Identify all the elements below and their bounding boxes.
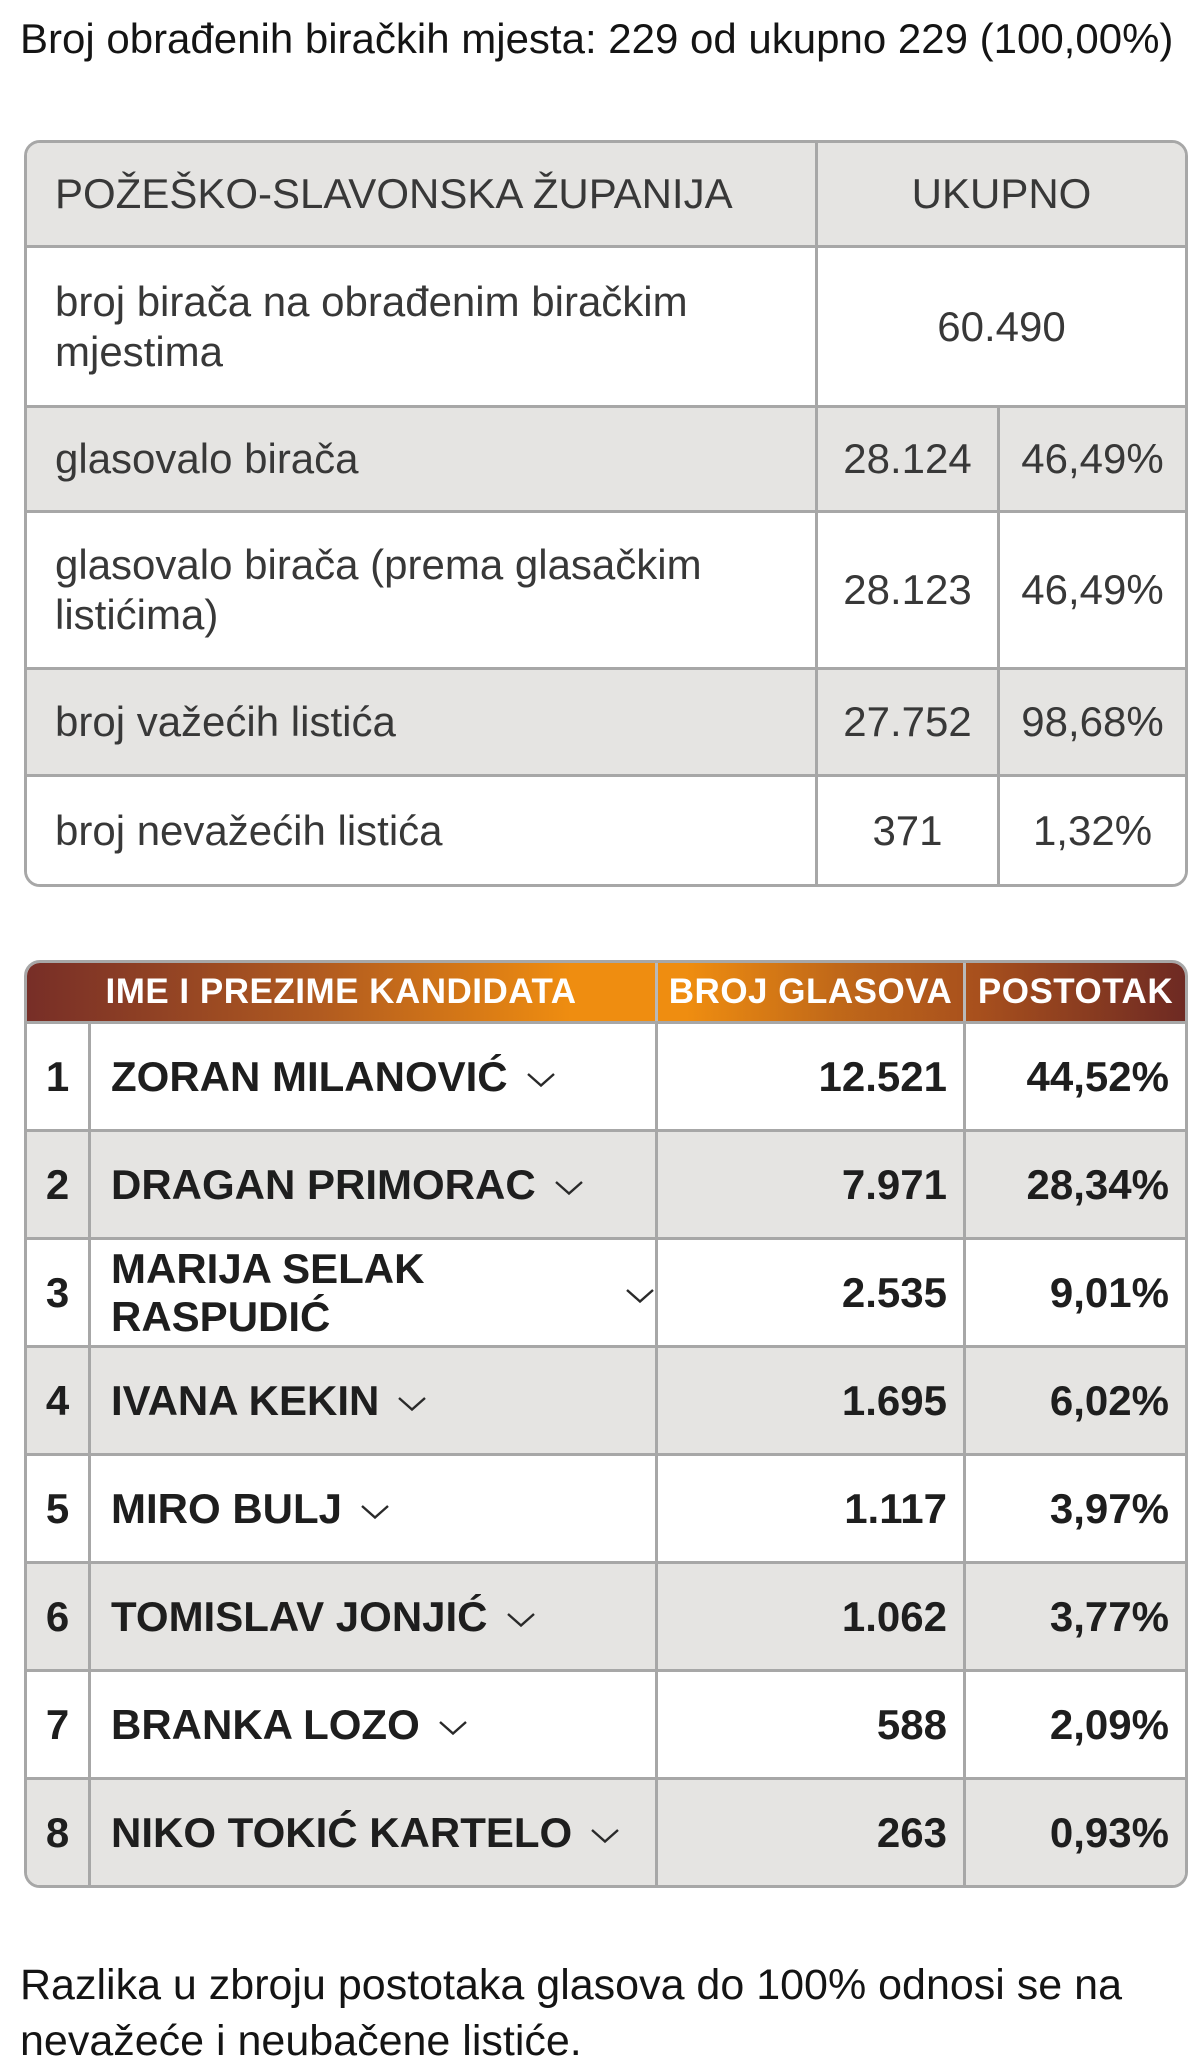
candidate-name-toggle[interactable]	[88, 1456, 655, 1561]
candidate-row	[27, 1669, 1185, 1777]
chevron-down-icon[interactable]	[397, 1396, 427, 1412]
summary-row-value: 28.123	[815, 513, 997, 667]
candidate-row	[27, 1561, 1185, 1669]
candidate-percent: 28,34%	[963, 1132, 1185, 1237]
candidate-votes: 1.062	[655, 1564, 963, 1669]
chevron-down-icon[interactable]	[554, 1180, 584, 1196]
summary-row-invalid-ballots	[27, 774, 1185, 884]
candidate-name: BRANKA LOZO	[111, 1700, 420, 1748]
header-vote-count: BROJ GLASOVA	[655, 963, 963, 1021]
summary-row-value: 60.490	[815, 248, 1185, 405]
candidate-name: IVANA KEKIN	[111, 1376, 380, 1424]
chevron-down-icon[interactable]	[506, 1612, 536, 1628]
county-summary-table	[24, 140, 1188, 887]
candidate-percent: 3,77%	[963, 1564, 1185, 1669]
candidate-name: ZORAN MILANOVIĆ	[111, 1052, 508, 1100]
summary-row-percent: 46,49%	[997, 408, 1185, 510]
summary-row-value: 27.752	[815, 670, 997, 774]
summary-row-percent: 98,68%	[997, 670, 1185, 774]
summary-row-label: glasovalo birača (prema glasačkim listićima)	[55, 541, 702, 638]
candidate-name: NIKO TOKIĆ KARTELO	[111, 1808, 573, 1856]
summary-row-label: broj nevažećih listića	[55, 806, 443, 854]
candidate-percent: 3,97%	[963, 1456, 1185, 1561]
candidate-votes: 12.521	[655, 1024, 963, 1129]
summary-row-turnout	[27, 405, 1185, 510]
chevron-down-icon[interactable]	[526, 1072, 556, 1088]
candidate-name: TOMISLAV JONJIĆ	[111, 1592, 488, 1640]
total-column-header: UKUPNO	[815, 143, 1185, 245]
summary-header-row	[27, 143, 1185, 245]
summary-row-valid-ballots	[27, 667, 1185, 774]
summary-row-label: glasovalo birača	[55, 435, 359, 483]
percentage-difference-note: Razlika u zbroju postotaka glasova do 100% odnosi se na nevažeće i neubačene listiće.	[20, 1961, 1122, 2065]
summary-row-percent: 46,49%	[997, 513, 1185, 667]
candidate-name-toggle[interactable]	[88, 1780, 655, 1885]
candidate-votes: 1.117	[655, 1456, 963, 1561]
candidate-name: DRAGAN PRIMORAC	[111, 1160, 536, 1208]
summary-row-label: broj važećih listića	[55, 698, 396, 746]
candidate-row	[27, 1021, 1185, 1129]
candidate-row	[27, 1237, 1185, 1345]
candidate-name-toggle[interactable]	[88, 1672, 655, 1777]
candidate-percent: 44,52%	[963, 1024, 1185, 1129]
candidate-percent: 0,93%	[963, 1780, 1185, 1885]
candidate-name-toggle[interactable]	[88, 1240, 655, 1345]
candidate-rank: 8	[45, 1808, 70, 1856]
candidate-rank: 4	[45, 1376, 70, 1424]
candidate-name-toggle[interactable]	[88, 1348, 655, 1453]
candidate-percent: 9,01%	[963, 1240, 1185, 1345]
candidate-name-toggle[interactable]	[88, 1564, 655, 1669]
summary-row-label: broj birača na obrađenim biračkim mjestima	[55, 277, 688, 375]
candidate-name: MIRO BULJ	[111, 1484, 342, 1532]
candidate-votes: 1.695	[655, 1348, 963, 1453]
candidates-table-header	[27, 963, 1185, 1021]
candidate-votes: 263	[655, 1780, 963, 1885]
candidate-rank: 5	[45, 1484, 70, 1532]
summary-row-value: 371	[815, 777, 997, 884]
candidate-name-toggle[interactable]	[88, 1132, 655, 1237]
candidate-rank: 3	[45, 1268, 70, 1316]
candidate-row	[27, 1129, 1185, 1237]
candidate-rank: 6	[45, 1592, 70, 1640]
candidates-results-table	[24, 960, 1188, 1888]
summary-row-percent: 1,32%	[997, 777, 1185, 884]
processed-polling-stations-note: Broj obrađenih biračkih mjesta: 229 od ukupno 229 (100,00%)	[20, 15, 1174, 62]
candidate-votes: 2.535	[655, 1240, 963, 1345]
candidate-votes: 588	[655, 1672, 963, 1777]
candidate-rank: 1	[45, 1052, 70, 1100]
chevron-down-icon[interactable]	[625, 1288, 655, 1304]
summary-row-value: 28.124	[815, 408, 997, 510]
chevron-down-icon[interactable]	[360, 1504, 390, 1520]
candidate-row	[27, 1777, 1185, 1885]
candidate-rank: 2	[45, 1160, 70, 1208]
candidate-row	[27, 1345, 1185, 1453]
candidate-percent: 2,09%	[963, 1672, 1185, 1777]
chevron-down-icon[interactable]	[438, 1720, 468, 1736]
candidate-name: MARIJA SELAK RASPUDIĆ	[111, 1244, 425, 1340]
header-percentage: POSTOTAK	[963, 963, 1185, 1021]
candidate-rank: 7	[45, 1700, 70, 1748]
candidate-percent: 6,02%	[963, 1348, 1185, 1453]
chevron-down-icon[interactable]	[590, 1828, 620, 1844]
summary-row-voters	[27, 245, 1185, 405]
county-title: POŽEŠKO-SLAVONSKA ŽUPANIJA	[55, 170, 733, 218]
summary-row-turnout-ballots	[27, 510, 1185, 667]
header-candidate-name: IME I PREZIME KANDIDATA	[105, 972, 577, 1011]
candidate-name-toggle[interactable]	[88, 1024, 655, 1129]
candidate-row	[27, 1453, 1185, 1561]
candidate-votes: 7.971	[655, 1132, 963, 1237]
